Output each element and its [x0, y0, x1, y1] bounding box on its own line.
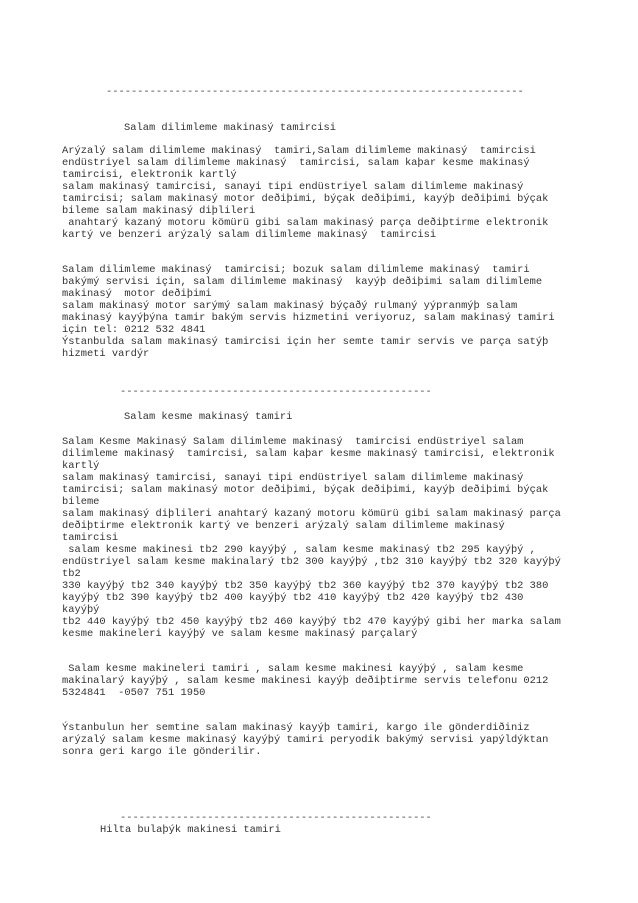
- text-line: kayýþý tb2 390 kayýþý tb2 400 kayýþý tb2 410 kayýþý tb2 420 kayýþý tb2 430: [62, 592, 524, 604]
- text-line: Ýstanbulda salam makinasý tamircisi için her semte tamir servis ve parça satýþ: [62, 336, 549, 348]
- text-line: Ýstanbulun her semtine salam makinasý kayýþ tamiri, kargo ile gönderdiðiniz: [62, 722, 530, 734]
- text-line: tamircisi; salam makinasý motor deðiþimi, býçak deðiþimi, kayýþ deðiþimi býçak: [62, 193, 549, 205]
- text-line: tb2 440 kayýþý tb2 450 kayýþý tb2 460 kayýþý tb2 470 kayýþý gibi her marka salam: [62, 616, 561, 628]
- text-line: endüstriyel salam kesme makinalarý tb2 300 kayýþý ,tb2 310 kayýþý tb2 320 kayýþý: [62, 556, 561, 568]
- text-line: endüstriyel salam dilimleme makinasý tamircisi, salam kaþar kesme makinasý: [62, 157, 530, 169]
- text-line: salam makinasý tamircisi, sanayi tipi endüstriyel salam dilimleme makinasý: [62, 181, 524, 193]
- text-line: tb2: [62, 568, 81, 580]
- text-line: deðiþtirme elektronik kartý ve benzeri arýzalý salam dilimleme makinasý: [62, 520, 505, 532]
- text-line: 330 kayýþý tb2 340 kayýþý tb2 350 kayýþý tb2 360 kayýþý tb2 370 kayýþý tb2 380: [62, 580, 549, 592]
- text-line: bileme salam makinasý diþlileri: [62, 205, 256, 217]
- divider-top: -------------------------------------------------------------------: [106, 86, 524, 98]
- text-line: tamircisi: [62, 532, 119, 544]
- text-line: Salam dilimleme makinasý tamircisi; bozuk salam dilimleme makinasý tamiri: [62, 264, 530, 276]
- text-line: kartlý: [62, 460, 100, 472]
- text-line: 5324841 -0507 751 1950: [62, 687, 206, 699]
- text-line: bileme: [62, 496, 100, 508]
- text-line: salam makinasý motor sarýmý salam makinasý býçaðý rulmaný yýpranmýþ salam: [62, 300, 518, 312]
- divider-middle-1: --------------------------------------------------: [120, 386, 432, 398]
- text-line: bakýmý servisi için, salam dilimleme makinasý kayýþ deðiþimi salam dilimleme: [62, 276, 543, 288]
- text-line: makinalarý kayýþý , salam kesme makinesi kayýþ deðiþtirme servis telefonu 0212: [62, 675, 549, 687]
- section-title-hilta: Hilta bulaþýk makinesi tamiri: [100, 824, 281, 836]
- text-line: arýzalý salam kesme makinasý kayýþý tamiri peryodik bakýmý servisi yapýldýktan: [62, 734, 549, 746]
- text-line: tamircisi; salam makinasý motor deðiþimi, býçak deðiþimi, kayýþ deðiþimi býçak: [62, 484, 549, 496]
- text-line: dilimleme makinasý tamircisi, salam kaþar kesme makinasý tamircisi, elektronik: [62, 448, 555, 460]
- text-line: tamircisi, elektronik kartlý: [62, 169, 237, 181]
- text-line: sonra geri kargo ile gönderilir.: [62, 746, 262, 758]
- text-line: hizmeti vardýr: [62, 348, 150, 360]
- text-line: kayýþý: [62, 604, 100, 616]
- text-line: anahtarý kazaný motoru kömürü gibi salam makinasý parça deðiþtirme elektronik: [62, 217, 549, 229]
- text-line: kartý ve benzeri arýzalý salam dilimleme makinasý tamircisi: [62, 229, 437, 241]
- text-line: Arýzalý salam dilimleme makinasý tamiri,Salam dilimleme makinasý tamircisi: [62, 145, 536, 157]
- text-line: kesme makineleri kayýþý ve salam kesme makinasý parçalarý: [62, 628, 418, 640]
- section-title-salam-dilimleme: Salam dilimleme makinasý tamircisi: [124, 122, 337, 134]
- text-line: makinasý kayýþýna tamir bakým servis hizmetini veriyoruz, salam makinasý tamiri: [62, 312, 555, 324]
- text-line: Salam kesme makineleri tamiri , salam kesme makinesi kayýþý , salam kesme: [62, 663, 524, 675]
- text-line: için tel: 0212 532 4841: [62, 324, 206, 336]
- text-line: salam makinasý tamircisi, sanayi tipi endüstriyel salam dilimleme makinasý: [62, 472, 524, 484]
- text-line: salam kesme makinesi tb2 290 kayýþý , salam kesme makinasý tb2 295 kayýþý ,: [62, 544, 536, 556]
- text-line: salam makinasý diþlileri anahtarý kazaný motoru kömürü gibi salam makinasý parça: [62, 508, 561, 520]
- text-line: Salam Kesme Makinasý Salam dilimleme makinasý tamircisi endüstriyel salam: [62, 436, 524, 448]
- text-line: makinasý motor deðiþimi: [62, 288, 212, 300]
- section-title-salam-kesme: Salam kesme makinasý tamiri: [124, 411, 293, 423]
- divider-middle-2: --------------------------------------------------: [120, 812, 432, 824]
